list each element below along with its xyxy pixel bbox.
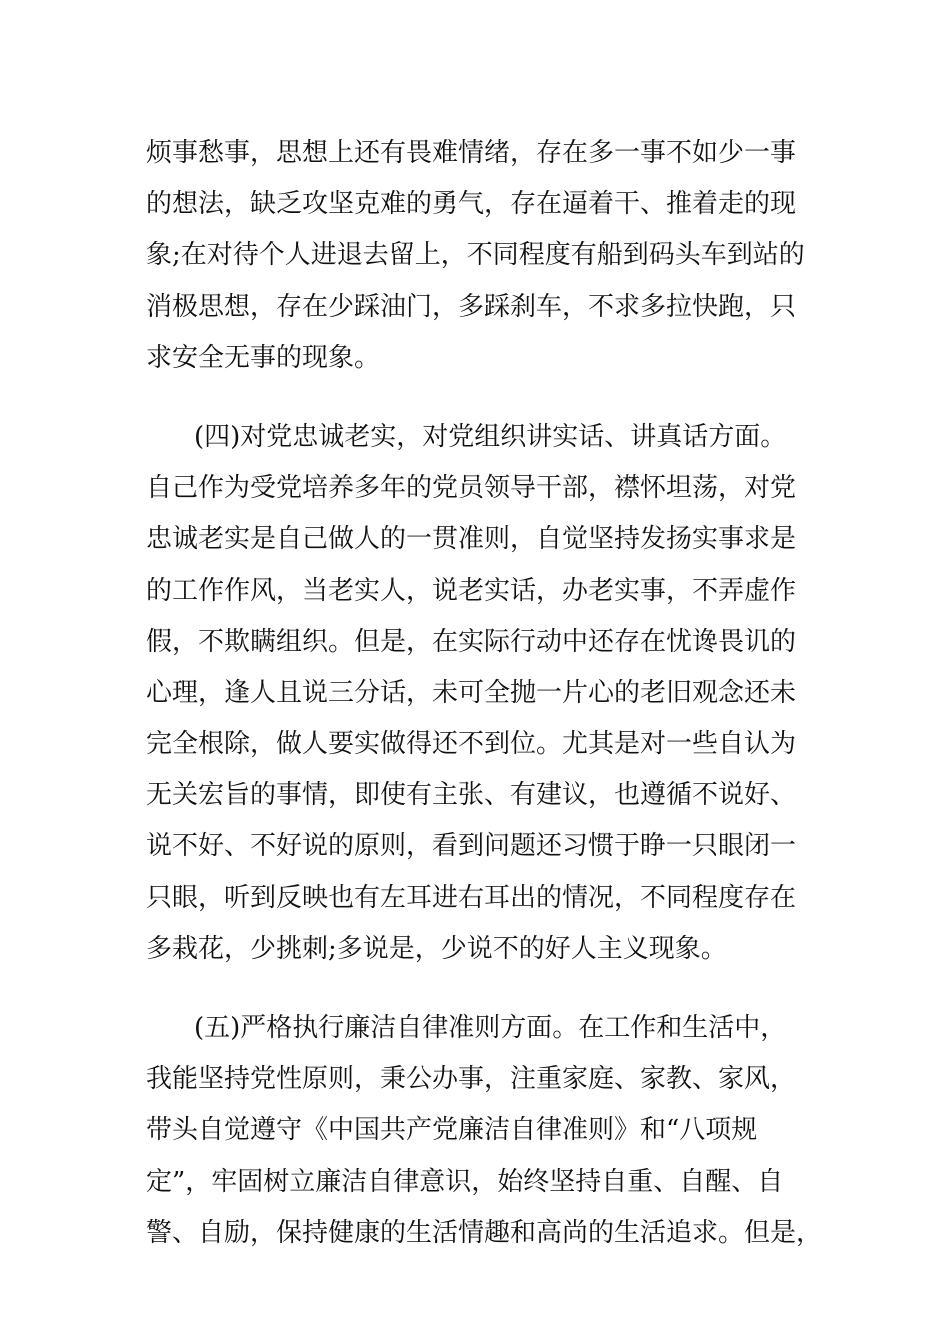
text-line: 的工作作风，当老实人，说老实话，办老实事，不弄虚作	[146, 575, 797, 606]
text-line: 带头自觉遵守《中国共产党廉洁自律准则》和“八项规	[146, 1115, 758, 1146]
text-line: 消极思想，存在少踩油门，多踩刹车，不求多拉快跑，只	[146, 291, 797, 322]
paragraph-2	[146, 412, 806, 975]
paragraph-3	[146, 1003, 823, 1259]
text-line: 心理，逢人且说三分话，未可全抛一片心的老旧观念还未	[146, 677, 797, 708]
text-line: 忠诚老实是自己做人的一贯准则，自觉坚持发扬实事求是	[146, 524, 797, 555]
text-line: 烦事愁事，思想上还有畏难情绪，存在多一事不如少一事	[146, 138, 797, 168]
document-body	[146, 128, 823, 1259]
text-line: 完全根除，做人要实做得还不到位。尤其是对一些自认为	[146, 729, 797, 760]
text-line: 我能坚持党性原则，秉公办事，注重家庭、家教、家风，	[146, 1064, 797, 1095]
text-line: 求安全无事的现象。	[146, 342, 381, 373]
section-heading-line: (五)严格执行廉洁自律准则方面。在工作和生活中，	[194, 1013, 787, 1043]
text-line: 自己作为受党培养多年的党员领导干部，襟怀坦荡，对党	[146, 473, 797, 504]
text-line: 说不好、不好说的原则，看到问题还习惯于睁一只眼闭一	[146, 831, 797, 862]
paragraph-spacer	[146, 384, 806, 412]
text-line: 无关宏旨的事情，即使有主张、有建议，也遵循不说好、	[146, 780, 797, 811]
text-line: 假，不欺瞒组织。但是，在实际行动中还存在忧谗畏讥的	[146, 626, 797, 657]
text-line: 警、自励，保持健康的生活情趣和高尚的生活追求。但是，	[146, 1217, 823, 1248]
text-line: 定”，牢固树立廉洁自律意识，始终坚持自重、自醒、自	[146, 1166, 784, 1197]
text-line: 多栽花，少挑刺;多说是，少说不的好人主义现象。	[146, 933, 727, 964]
text-line: 的想法，缺乏攻坚克难的勇气，存在逼着干、推着走的现	[146, 189, 797, 220]
text-line: 象;在对待个人进退去留上，不同程度有船到码头车到站的	[146, 240, 805, 271]
text-line: 只眼，听到反映也有左耳进右耳出的情况，不同程度存在	[146, 882, 797, 913]
paragraph-1	[146, 128, 806, 384]
section-heading-line: (四)对党忠诚老实，对党组织讲实话、讲真话方面。	[194, 421, 787, 452]
paragraph-spacer	[146, 975, 806, 1003]
